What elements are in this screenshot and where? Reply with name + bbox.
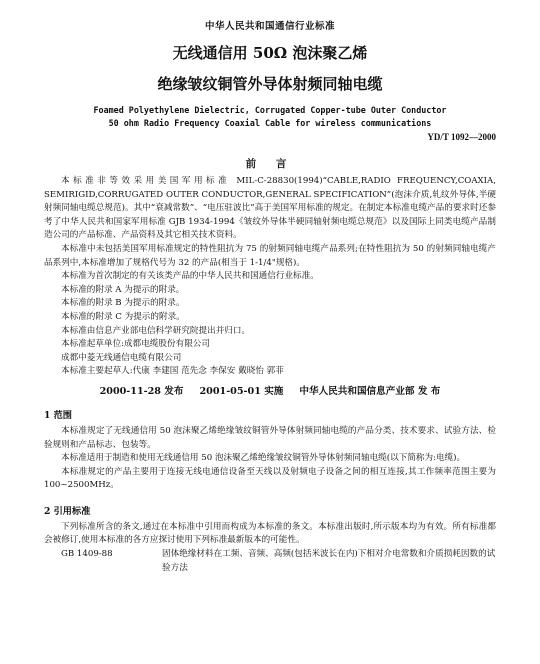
section-2-paragraph: 下列标准所含的条文,通过在本标准中引用而构成为本标准的条文。本标准出版时,所示版本均为有效。所有标准都会被修订,使用本标准的各方应探讨使用下列标准最新版本的可能性。 [44, 521, 496, 546]
section-1-paragraph: 本标准适用于制造和使用无线通信用 50 泡沫聚乙烯绝缘皱纹铜管外导体射频同轴电缆(以下简称为:电缆)。 [61, 453, 466, 464]
foreword-paragraph: 成都中菱无线通信电缆有限公司 [61, 352, 182, 363]
foreword-paragraph: 本标准主要起草人:代康 李建国 范先念 李保安 戴晓怡 郭菲 [61, 366, 284, 377]
title-line-2: 绝缘皱纹铜管外导体射频同轴电缆 [157, 75, 383, 93]
english-title-line-1: Foamed Polyethylene Dielectric, Corrugated Copper-tube Outer Conductor [93, 105, 447, 115]
foreword-paragraph: 本标准为首次制定的有关该类产品的中华人民共和国通信行业标准。 [61, 271, 319, 282]
issuer: 中华人民共和国信息产业部 发 布 [299, 385, 441, 397]
reference-description: 固体绝缘材料在工频、音频、高频(包括米波长在内)下相对介电常数和介质损耗因数的试验方法 [162, 549, 496, 573]
reference-code: GB 1409-88 [61, 549, 113, 560]
foreword-paragraph: 本标准的附录 B 为提示的附录。 [61, 298, 185, 309]
foreword-heading: 前 言 [245, 158, 295, 170]
foreword-paragraph: 本标准的附录 A 为提示的附录。 [61, 284, 185, 295]
foreword-paragraph: 本标准非等效采用美国军用标准 MIL-C-28830(1994)“CABLE,RADIO FREQUENCY,COAXIA, SEMIRIGID,CORRUGATED OUTER CONDUCTOR,GENERAL SPECIFICATION”(泡沫介质,轧纹外导体,半硬射频同轴电缆总规范)。其中“衰减常数”、“电压驻波比”高于美国军用标准的规定。在制定本标准电缆产品的要求时还参考了中华人民共和国家军用标准 GJB 1934-1994《皱纹外导体半硬同轴射频电缆总规范》以及国际上同类电缆产品制造公司的产品标准、产品资料及其它相关技术资料。 [44, 176, 496, 241]
implement-date: 2001-05-01 实施 [199, 385, 284, 397]
issue-line [44, 383, 496, 397]
foreword-paragraph: 本标准的附录 C 为提示的附录。 [61, 311, 185, 322]
release-date: 2000-11-28 发布 [99, 385, 184, 397]
standard-number: YD/T 1092—2000 [427, 132, 496, 142]
title-line-1: 无线通信用 50Ω 泡沫聚乙烯 [172, 44, 368, 62]
english-title-line-2: 50 ohm Radio Frequency Coaxial Cable for wireless communications [108, 118, 432, 128]
section-1-paragraph: 本标准规定了无线通信用 50 泡沫聚乙烯绝缘皱纹铜管外导体射频同轴电缆的产品分类、技术要求、试验方法、检验规则和产品标志、包装等。 [44, 425, 496, 450]
section-1-paragraph: 本标准规定的产品主要用于连接无线电通信设备至天线以及射频电子设备之间的相互连接,其工作频率范围主要为 100~2500MHz。 [44, 466, 496, 491]
foreword-paragraph: 本标准中未包括美国军用标准规定的特性阻抗为 75 的射频同轴电缆产品系列;在特性阻抗为 50 的射频同轴电缆产品系列中,本标准增加了规格代号为 32 的产品(相当于 1-1/4"规格)。 [44, 243, 496, 268]
industry-standard-label: 中华人民共和国通信行业标准 [204, 21, 335, 32]
section-1-heading: 1 范围 [44, 409, 72, 421]
foreword-paragraph: 本标准由信息产业部电信科学研究院提出并归口。 [61, 325, 251, 336]
reference-item [44, 548, 496, 575]
foreword-paragraph: 本标准起草单位:成都电缆股份有限公司 [61, 339, 210, 350]
section-2-heading: 2 引用标准 [44, 505, 91, 517]
